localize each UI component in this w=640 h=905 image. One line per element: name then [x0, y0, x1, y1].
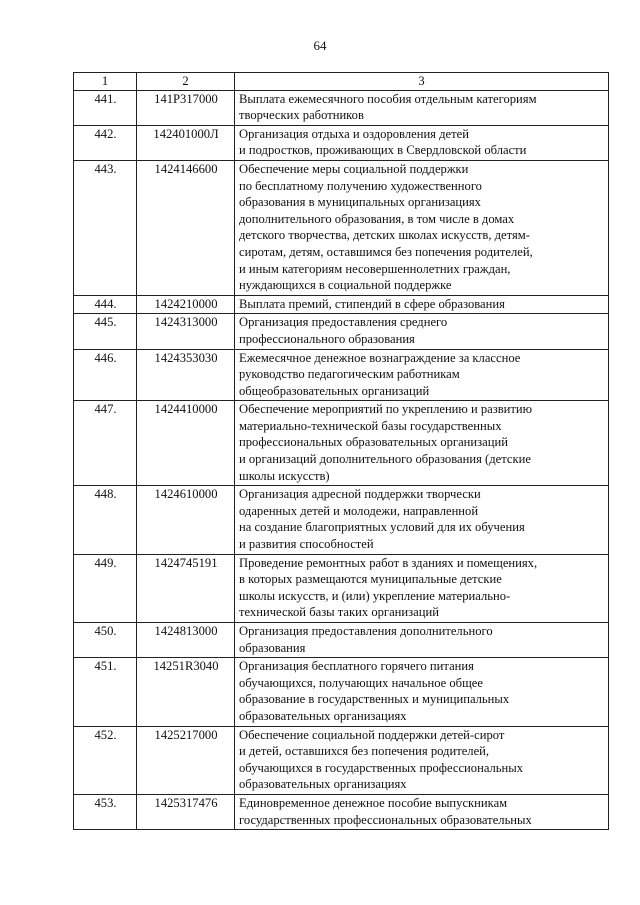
table-row [74, 486, 609, 554]
row-description: Обеспечение меры социальной поддержки по бесплатному получению художественного образования в муниципальных организациях дополнительного образования, в том числе в домах детского творчества, детских школах искусств, детям- сиротам, детям, оставшимся без попечения родителей, и иным категориям несовершеннолетних граждан, нуждающихся в социальной поддержке [235, 160, 609, 295]
table-row [74, 726, 609, 794]
row-description: Организация адресной поддержки творчески одаренных детей и молодежи, направленной на создание благоприятных условий для их обучения и развития способностей [235, 486, 609, 554]
table-row [74, 90, 609, 125]
row-number: 441. [74, 90, 137, 125]
table-row [74, 658, 609, 726]
row-number: 452. [74, 726, 137, 794]
row-number: 448. [74, 486, 137, 554]
row-code: 1425317476 [137, 794, 235, 829]
row-code: 1424210000 [137, 295, 235, 314]
row-code: 1424146600 [137, 160, 235, 295]
row-description: Организация предоставления среднего профессионального образования [235, 314, 609, 349]
row-description: Выплата премий, стипендий в сфере образования [235, 295, 609, 314]
row-description: Обеспечение мероприятий по укреплению и развитию материально-технической базы государственных профессиональных образовательных организаций и организаций дополнительного образования (детские школы искусств) [235, 401, 609, 486]
column-header-code: 2 [137, 73, 235, 91]
row-code: 1425217000 [137, 726, 235, 794]
row-number: 446. [74, 349, 137, 401]
row-code: 1424353030 [137, 349, 235, 401]
column-header-description: 3 [235, 73, 609, 91]
row-code: 1424813000 [137, 623, 235, 658]
row-description: Организация бесплатного горячего питания обучающихся, получающих начальное общее образование в государственных и муниципальных образовательных организациях [235, 658, 609, 726]
row-description: Единовременное денежное пособие выпускникам государственных профессиональных образовательных [235, 794, 609, 829]
row-number: 450. [74, 623, 137, 658]
row-code: 141P317000 [137, 90, 235, 125]
row-code: 14251R3040 [137, 658, 235, 726]
row-number: 453. [74, 794, 137, 829]
row-code: 1424313000 [137, 314, 235, 349]
table-row [74, 401, 609, 486]
row-code: 142401000Л [137, 125, 235, 160]
table-row [74, 314, 609, 349]
row-description: Проведение ремонтных работ в зданиях и помещениях, в которых размещаются муниципальные детские школы искусств, и (или) укрепление материально- технической базы таких организаций [235, 554, 609, 622]
row-description: Организация отдыха и оздоровления детей и подростков, проживающих в Свердловской области [235, 125, 609, 160]
budget-code-table [73, 72, 609, 830]
row-number: 447. [74, 401, 137, 486]
table-row [74, 295, 609, 314]
table-row [74, 623, 609, 658]
table-row [74, 125, 609, 160]
row-description: Обеспечение социальной поддержки детей-сирот и детей, оставшихся без попечения родителей, обучающихся в государственных профессиональных образовательных организациях [235, 726, 609, 794]
column-header-number: 1 [74, 73, 137, 91]
row-number: 442. [74, 125, 137, 160]
row-code: 1424610000 [137, 486, 235, 554]
table-row [74, 349, 609, 401]
page-number: 64 [313, 38, 327, 53]
row-number: 443. [74, 160, 137, 295]
row-number: 445. [74, 314, 137, 349]
table-header-row [74, 73, 609, 91]
row-number: 451. [74, 658, 137, 726]
row-description: Выплата ежемесячного пособия отдельным категориям творческих работников [235, 90, 609, 125]
table-row [74, 794, 609, 829]
row-code: 1424410000 [137, 401, 235, 486]
row-number: 449. [74, 554, 137, 622]
row-description: Ежемесячное денежное вознаграждение за классное руководство педагогическим работникам общеобразовательных организаций [235, 349, 609, 401]
row-code: 1424745191 [137, 554, 235, 622]
row-number: 444. [74, 295, 137, 314]
table-row [74, 554, 609, 622]
row-description: Организация предоставления дополнительного образования [235, 623, 609, 658]
table-row [74, 160, 609, 295]
